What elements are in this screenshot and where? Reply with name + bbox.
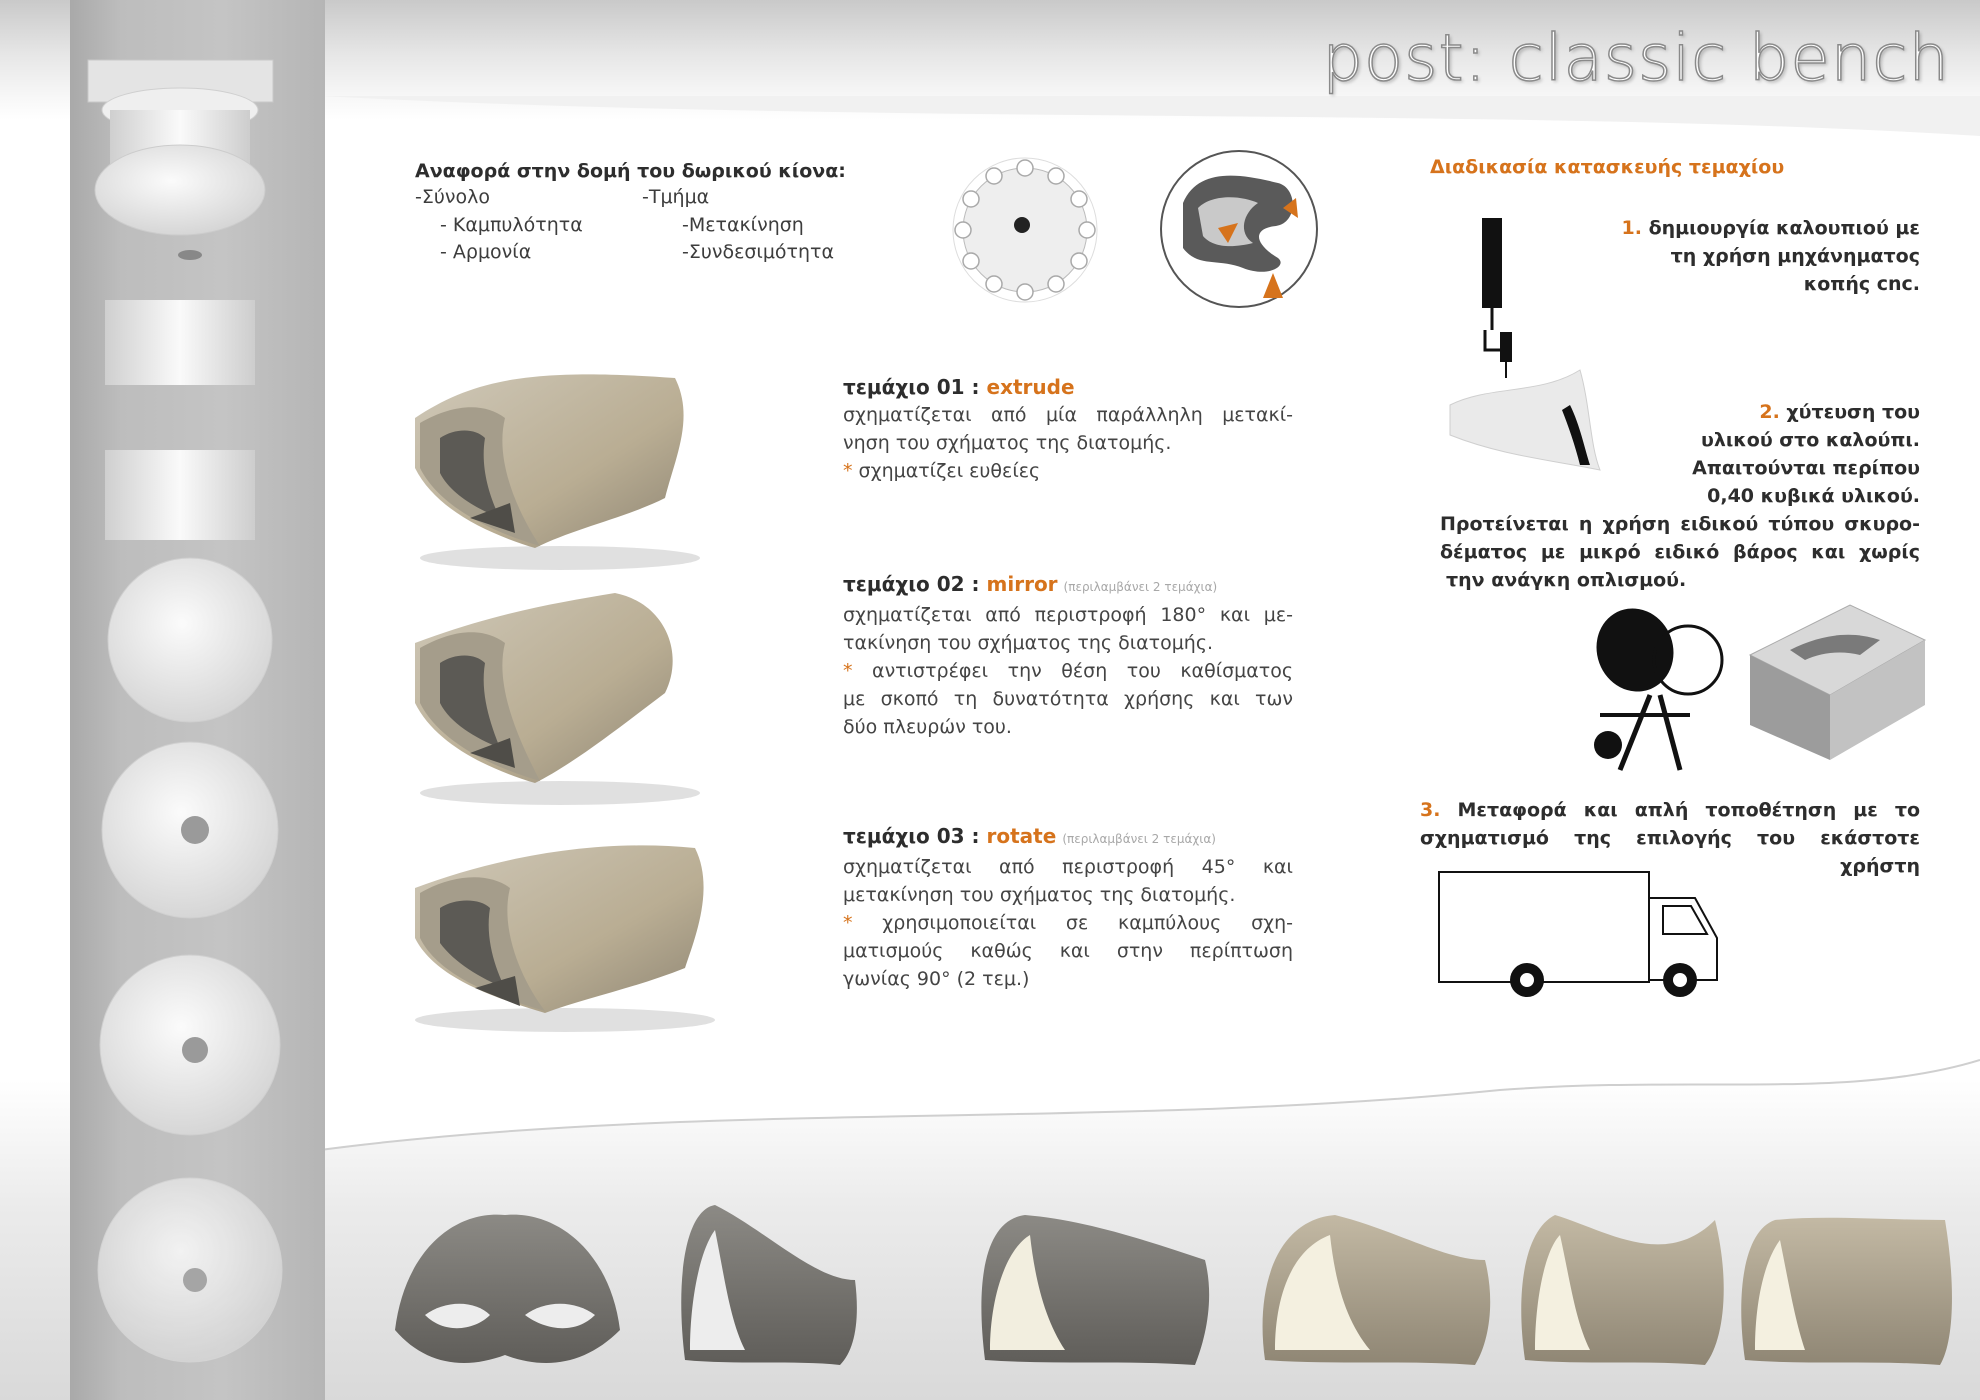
column-fragments bbox=[70, 0, 325, 1400]
piece-mode: extrude bbox=[986, 375, 1075, 399]
piece-star-line: σχηματίζει ευθείες bbox=[858, 460, 1041, 482]
doric-heading: Αναφορά στην δομή του δωρικού κίονα: bbox=[415, 160, 846, 182]
step-text: χρήστη bbox=[1840, 855, 1920, 877]
step-text: χύτευση του bbox=[1786, 401, 1920, 423]
piece-note: (περιλαμβάνει 2 τεμάχια) bbox=[1063, 580, 1218, 594]
doric-part-label: -Τμήμα bbox=[642, 186, 710, 208]
doric-part-item: -Μετακίνηση bbox=[682, 214, 804, 236]
piece-text-line: ματισμούς καθώς και στην περίπτωση bbox=[843, 940, 1293, 962]
asterisk: * bbox=[843, 660, 873, 682]
mold-block-icon bbox=[1740, 595, 1930, 765]
step-text: δέματος με μικρό ειδικό βάρος και χωρίς bbox=[1440, 541, 1920, 563]
step-text: την ανάγκη οπλισμού. bbox=[1446, 569, 1687, 591]
bench-extrude-render bbox=[395, 358, 705, 573]
piece-star-line: χρησιμοποιείται σε καμπύλους σχη- bbox=[882, 912, 1293, 934]
step-text: δημιουργία καλουπιού με bbox=[1648, 217, 1920, 239]
step-number: 3. bbox=[1420, 799, 1441, 821]
piece-mode: rotate bbox=[986, 824, 1057, 848]
truck-icon bbox=[1435, 868, 1725, 1003]
piece-text-line: μετακίνηση του σχήματος της διατομής. bbox=[843, 884, 1236, 906]
step-text: Απαιτούνται περίπου bbox=[1692, 457, 1920, 479]
piece-text-line: τακίνηση του σχήματος της διατομής. bbox=[843, 632, 1214, 654]
piece-03-block bbox=[843, 822, 1293, 993]
asterisk: * bbox=[843, 912, 883, 934]
piece-text-line: με σκοπό τη δυνατότητα χρήσης και των bbox=[843, 688, 1293, 710]
step-text: υλικού στο καλούπι. bbox=[1701, 429, 1920, 451]
doric-whole-label: -Σύνολο bbox=[415, 186, 490, 208]
asterisk: * bbox=[843, 460, 859, 482]
piece-label: τεμάχιο 02 : bbox=[843, 572, 987, 596]
fluted-section-image bbox=[950, 155, 1100, 305]
bench-rotate-render bbox=[395, 818, 725, 1033]
piece-text-line: σχηματίζεται από μία παράλληλη μετακί- bbox=[843, 404, 1293, 426]
step-2-extra bbox=[1440, 510, 1920, 594]
process-heading: Διαδικασία κατασκευής τεμαχίου bbox=[1430, 156, 1785, 178]
step-1 bbox=[1520, 214, 1920, 298]
page-title: post: classic bench bbox=[1322, 22, 1950, 96]
step-text: τη χρήση μηχάνηματος bbox=[1670, 245, 1920, 267]
cement-mixer-icon bbox=[1580, 605, 1730, 785]
cross-section-icon bbox=[1158, 148, 1320, 310]
doric-whole-item: - Καμπυλότητα bbox=[440, 214, 583, 236]
piece-text-line: δύο πλευρών του. bbox=[843, 716, 1012, 738]
piece-text-line: νηση του σχήματος της διατομής. bbox=[843, 432, 1172, 454]
step-number: 2. bbox=[1759, 401, 1780, 423]
step-text: σχηματισμό της επιλογής του εκάστοτε bbox=[1420, 827, 1920, 849]
piece-01-block bbox=[843, 373, 1293, 485]
step-text: κοπής cnc. bbox=[1803, 273, 1920, 295]
piece-text-line: σχηματίζεται από περιστροφή 45° και bbox=[843, 856, 1293, 878]
step-text: Προτείνεται η χρήση ειδικού τύπου σκυρο- bbox=[1440, 513, 1920, 535]
bench-variants-row bbox=[385, 1190, 1965, 1380]
bench-mirror-render bbox=[395, 583, 705, 808]
piece-mode: mirror bbox=[986, 572, 1058, 596]
step-2 bbox=[1520, 398, 1920, 510]
piece-text-line: γωνίας 90° (2 τεμ.) bbox=[843, 968, 1030, 990]
piece-star-line: αντιστρέφει την θέση του καθίσματος bbox=[872, 660, 1294, 682]
step-text: 0,40 κυβικά υλικού. bbox=[1707, 485, 1920, 507]
step-number: 1. bbox=[1621, 217, 1642, 239]
piece-label: τεμάχιο 03 : bbox=[843, 824, 987, 848]
piece-text-line: σχηματίζεται από περιστροφή 180° και με- bbox=[843, 604, 1293, 626]
piece-label: τεμάχιο 01 : bbox=[843, 375, 987, 399]
piece-02-block bbox=[843, 570, 1293, 741]
doric-whole-item: - Αρμονία bbox=[440, 241, 532, 263]
doric-part-item: -Συνδεσιμότητα bbox=[682, 241, 834, 263]
piece-note: (περιλαμβάνει 2 τεμάχια) bbox=[1062, 832, 1216, 846]
step-text: Μεταφορά και απλή τοποθέτηση με το bbox=[1457, 799, 1920, 821]
